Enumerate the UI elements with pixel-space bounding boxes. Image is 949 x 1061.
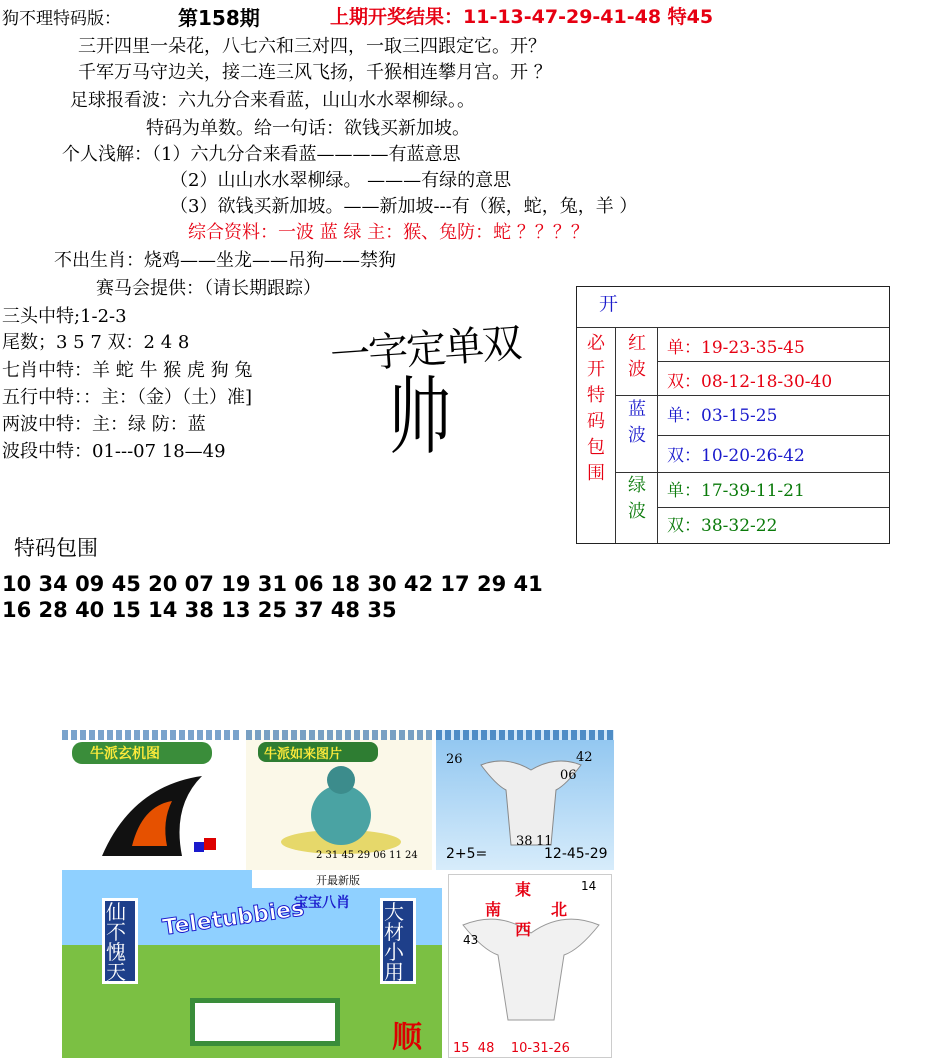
tile3-n2: 42 — [576, 750, 593, 765]
slogan-char: 帅 — [388, 368, 452, 466]
stat-line: 尾数；3 5 7 双：2 4 8 — [2, 332, 190, 353]
tile4-banner: 开最新版 — [316, 874, 360, 887]
tile3-formula: 2+5= — [446, 846, 488, 862]
table-open: 开 — [599, 293, 619, 315]
analysis-summary: 综合资料：一波 蓝 绿 主：猴、兔防：蛇 ？？？？ — [188, 222, 589, 243]
blue-odd: 单：03-15-25 — [667, 406, 778, 426]
slogan: 一字定单双 — [328, 320, 522, 380]
gallery-tile-1[interactable] — [62, 730, 242, 870]
gallery-tile-5[interactable] — [448, 874, 612, 1058]
analysis-line: （2）山山水水翠柳绿。 ———有绿的意思 — [170, 170, 512, 191]
tile3-tail: 12-45-29 — [544, 846, 608, 862]
stat-line: 两波中特：主：绿 防：蓝 — [2, 414, 206, 435]
stat-line: 五行中特：：主：（金）（土）准] — [2, 387, 253, 408]
flame-icon — [92, 766, 232, 866]
provider: 赛马会提供：（请长期跟踪） — [96, 278, 321, 299]
tile5-bottom: 15 48 10-31-26 — [453, 1041, 570, 1056]
tile3-n3: 06 — [560, 768, 577, 783]
red-even: 双：08-12-18-30-40 — [667, 372, 833, 392]
bao-row: 16 28 40 15 14 38 13 25 37 48 35 — [2, 598, 397, 622]
stat-line: 三头中特;1-2-3 — [2, 306, 127, 327]
tile3-n1: 26 — [446, 752, 463, 767]
poem-line: 特码为单数。给一句话：欲钱买新加坡。 — [146, 118, 470, 139]
poem-line: 千军万马守边关，接二连三风飞扬，千猴相连攀月宫。开 ？ — [78, 62, 552, 83]
poem-line: 足球报看波：六九分合来看蓝，山山水水翠柳绿。。 — [70, 90, 475, 111]
tile5-south: 南 — [485, 900, 502, 919]
tile4-arrow-text: 顺 — [392, 1020, 422, 1055]
gallery-tile-2[interactable] — [246, 730, 432, 870]
site-title: 狗不理特码版： — [2, 9, 121, 29]
tile5-n43: 43 — [463, 933, 479, 947]
green-wave-label: 绿波 — [628, 475, 646, 522]
period-label: 第158期 — [178, 6, 260, 30]
tile5-n14: 14 — [581, 879, 597, 893]
poem-line: 三开四里一朵花，八七六和三对四，一取三四跟定它。开？ — [78, 36, 546, 57]
gallery-tile-3[interactable] — [436, 730, 614, 870]
green-even: 双：38-32-22 — [667, 516, 778, 536]
no-zodiac: 不出生肖：烧鸡——坐龙——吊狗——禁狗 — [54, 250, 396, 271]
table-side-label: 必开特码包围 — [587, 333, 605, 484]
gallery-tile-4[interactable] — [62, 870, 442, 1058]
tile4-left: 仙不愧天 — [106, 900, 126, 984]
tile3-n4: 38 — [516, 834, 533, 849]
bao-row: 10 34 09 45 20 07 19 31 06 18 30 42 17 29 41 — [2, 572, 543, 596]
buddha-icon — [276, 760, 406, 855]
stat-line: 七肖中特：羊 蛇 牛 猴 虎 狗 兔 — [2, 360, 253, 381]
tile3-n5: 11 — [536, 834, 553, 849]
last-result: 上期开奖结果：11-13-47-29-41-48 特45 — [330, 6, 714, 28]
tile4-right: 大材小用 — [384, 900, 404, 984]
red-wave-label: 红波 — [628, 333, 646, 380]
tile4-mid: 宝宝八肖 — [294, 895, 350, 911]
tile2-numbers: 2 31 45 29 06 11 24 — [316, 850, 418, 861]
green-odd: 单：17-39-11-21 — [667, 481, 805, 501]
analysis-line: 个人浅解：（1）六九分合来看蓝————有蓝意思 — [62, 144, 461, 165]
tile4-title: Teletubbies — [160, 896, 306, 941]
red-odd: 单：19-23-35-45 — [667, 338, 805, 358]
color-wave-table — [576, 286, 890, 544]
tile2-title: 牛派如来图片 — [264, 747, 343, 762]
analysis-line: （3）欲钱买新加坡。——新加坡---有（猴，蛇，兔，羊 ） — [170, 196, 638, 217]
tile5-east: 東 — [515, 880, 532, 899]
tile5-west: 西 — [515, 920, 532, 939]
bao-title: 特码包围 — [14, 536, 98, 560]
blue-even: 双：10-20-26-42 — [667, 446, 805, 466]
stat-line: 波段中特：01---07 18—49 — [2, 441, 226, 462]
tile5-north: 北 — [551, 900, 568, 919]
blue-wave-label: 蓝波 — [628, 399, 646, 446]
tile1-title: 牛派玄机图 — [90, 746, 160, 762]
